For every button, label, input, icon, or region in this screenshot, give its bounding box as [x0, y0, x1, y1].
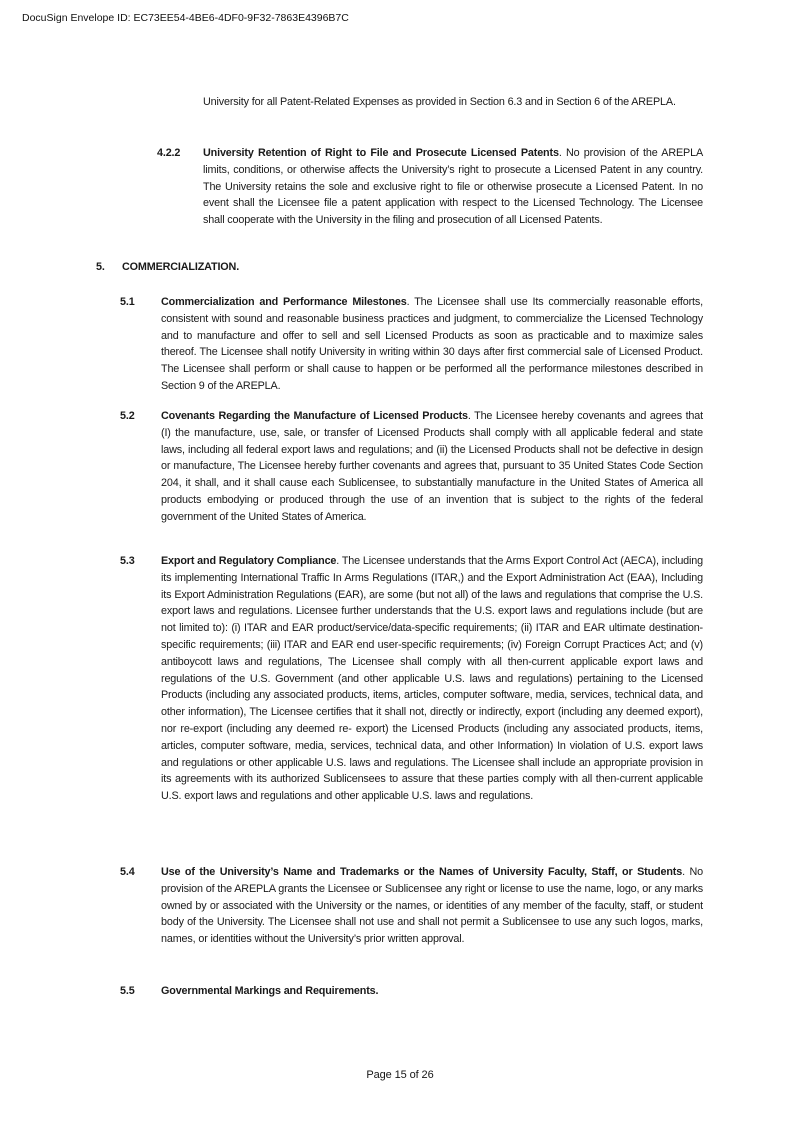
section-number: 5.5 [120, 985, 135, 997]
section-body: . The Licensee hereby covenants and agrees that (I) the manufacture, use, sale, or transfer of Licensed Products shall comply with all applicable federal and state laws, including all federal export laws and regulations; and (ii) the Licensed Products shall not be defective in design or manufacture, The Licensee hereby further covenants and agrees that, pursuant to 35 United States Code Section 204, it shall, and it shall cause each Sublicensee, to substantially manufacture in the United States of America all products embodying or produced through the use of an invention that is subject to the rights of the federal government of the United States of America. [161, 410, 703, 523]
section-4-2-2 [157, 145, 703, 229]
section-heading: Covenants Regarding the Manufacture of Licensed Products [161, 410, 468, 422]
section-text [203, 145, 703, 229]
section-body: . No provision of the AREPLA grants the Licensee or Sublicensee any right or license to use the name, logo, or any marks owned by or associated with the University or the names, or identities of any member of the faculty, staff, or student body of the University. The Licensee shall not use and shall not permit a Sublicensee to use any such logos, marks, names, or identities without the University’s prior written approval. [161, 866, 703, 946]
section-text [161, 294, 703, 395]
section-heading: Use of the University’s Name and Trademarks or the Names of University Faculty, Staff, or Students [161, 866, 683, 878]
section-number: 5.3 [120, 555, 135, 567]
section-text [161, 864, 703, 948]
section-heading: COMMERCIALIZATION. [122, 261, 240, 273]
section-body: . The Licensee understands that the Arms Export Control Act (AECA), including its implementing International Traffic In Arms Regulations (ITAR,) and the Export Administration Act (EAA), Including its Export Administration Regulations (EAR), are some (but not all) of the laws and regulations that comprise the U.S. export laws and regulations. Licensee further understands that the U.S. export laws and regulations include (but are not limited to): (i) ITAR and EAR product/service/data-specific requirements; (ii) ITAR and EAR ultimate destination-specific requirements; (iii) ITAR and EAR end user-specific requirements; (iv) Foreign Corrupt Practices Act; and (v) antiboycott laws and regulations, The Licensee shall comply with all then-current applicable export laws and regulations of the U.S. Government (and other applicable U.S. laws and regulations) pertaining to the Licensed Products (including any associated products, items, articles, computer software, media, services, technical data, and other information), The Licensee certifies that it shall not, directly or indirectly, export (including any deemed export), nor re-export (including any deemed re- export) the Licensed Products (including any associated products, items, articles, computer software, media, services, technical data, and other Information) In violation of U.S. export laws and regulations or other applicable U.S. laws and regulations. The Licensee shall include an appropriate provision in its agreements with its authorized Sublicensees to assure that these parties comply with all then-current applicable U.S. export laws and regulations and other applicable U.S. laws and regulations. [161, 555, 703, 803]
section-text [161, 408, 703, 526]
section-number: 5.2 [120, 410, 135, 422]
section-5-2 [120, 408, 703, 526]
section-number: 5.1 [120, 296, 135, 308]
section-body: . The Licensee shall use Its commercially reasonable efforts, consistent with sound and reasonable business practices and judgment, to commercialize the Licensed Technology and to manufacture and offer to sell and sell Licensed Products as soon as practicable and to maximize sales thereof. The Licensee shall notify University in writing within 30 days after first commercial sale of Licensed Product. The Licensee shall perform or shall cause to happen or be performed all the performance milestones described in Section 9 of the AREPLA. [161, 296, 703, 392]
section-heading: Export and Regulatory Compliance [161, 555, 337, 567]
section-heading: University Retention of Right to File and Prosecute Licensed Patents [203, 147, 559, 159]
section-text [161, 983, 703, 1000]
paragraph-continuation: University for all Patent-Related Expenses as provided in Section 6.3 and in Section 6 of the AREPLA. [203, 96, 676, 108]
page-number: Page 15 of 26 [366, 1069, 434, 1081]
section-5-1 [120, 294, 703, 395]
section-5-4 [120, 864, 703, 948]
docusign-envelope-id: DocuSign Envelope ID: EC73EE54-4BE6-4DF0-9F32-7863E4396B7C [22, 12, 349, 24]
section-body: . No provision of the AREPLA limits, conditions, or otherwise affects the University’s right to prosecute a Licensed Patent in any country. The University retains the sole and exclusive right to file or otherwise prosecute a Licensed Patent. In no event shall the Licensee file a patent application with respect to the Licensed Technology. The Licensee shall cooperate with the University in the filing and prosecution of all Licensed Patents. [203, 147, 704, 227]
section-5 [96, 259, 703, 276]
section-5-3 [120, 553, 703, 805]
section-text [161, 553, 703, 805]
section-heading: Commercialization and Performance Milestones [161, 296, 407, 308]
section-text [122, 259, 703, 276]
section-number: 4.2.2 [157, 147, 181, 159]
section-heading: Governmental Markings and Requirements. [161, 985, 379, 997]
section-number: 5. [96, 261, 105, 273]
section-number: 5.4 [120, 866, 135, 878]
section-5-5 [120, 983, 703, 1000]
